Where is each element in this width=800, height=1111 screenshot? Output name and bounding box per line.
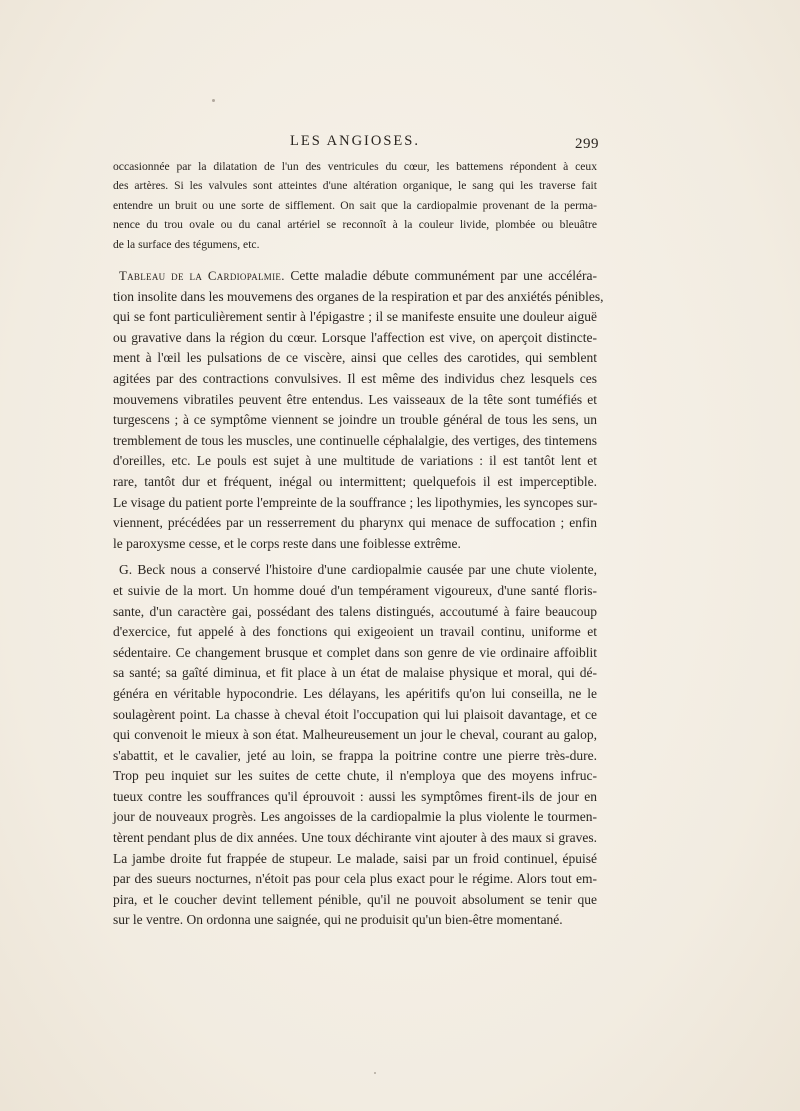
text-line: s'abattit, et le cavalier, jeté au loin, se frappa la poitrine contre une pierre très-dure. <box>113 747 597 763</box>
text-line: entendre un bruit ou une sorte de sifflement. On sait que la cardiopalmie provenant de la perma- <box>113 198 597 212</box>
text-line: tremblement de tous les muscles, une continuelle céphalalgie, des vertiges, des tintemens <box>113 432 597 448</box>
text-line: qui convenoit le mieux à son état. Malheureusement un jour le cheval, courant au galop, <box>113 727 597 743</box>
text-line: tueux contre les souffrances qu'il éprouvoit : aussi les symptômes firent-ils de jour en <box>113 788 597 804</box>
text-line: ou gravative dans la région du cœur. Lorsque l'affection est vive, on aperçoit distincte- <box>113 329 597 345</box>
paragraph-beck <box>113 560 597 931</box>
text-line: des artères. Si les valvules sont atteintes d'une altération organique, le sang qui les traverse fait <box>113 179 597 193</box>
text-line: viennent, précédées par un resserrement du pharynx qui menace de suffocation ; enfin <box>113 515 597 531</box>
text-line: le paroxysme cesse, et le corps reste dans une foiblesse extrême. <box>113 535 461 551</box>
text-line: La jambe droite fut frappée de stupeur. Le malade, saisi par un froid continuel, épuisé <box>113 850 597 866</box>
ink-speck <box>374 1072 376 1074</box>
text-line: tion insolite dans les mouvemens des organes de la respiration et par des anxiétés pénibles, <box>113 288 604 304</box>
text-line: sur le ventre. On ordonna une saignée, qui ne produisit qu'un bien-être momentané. <box>113 912 563 928</box>
text-line: occasionnée par la dilatation de l'un des ventricules du cœur, les battemens répondent à ceux <box>113 160 597 173</box>
text-line: sédentaire. Ce changement brusque et complet dans son genre de vie ordinaire affoiblit <box>113 644 597 660</box>
text-line: nence du trou ovale ou du canal artériel se reconnoît à la couleur livide, plombée ou bleuâtre <box>113 218 597 232</box>
text-line: de la surface des tégumens, etc. <box>113 237 260 251</box>
text-line: turgescens ; à ce symptôme viennent se joindre un trouble général de tous les sens, un <box>113 412 597 428</box>
text-line: rare, tantôt dur et fréquent, inégal ou intermittent; quelquefois il est imperceptible. <box>113 473 597 489</box>
text-line: sante, d'un caractère gai, possédant des talens distingués, accoutumé à faire beaucoup <box>113 603 597 619</box>
text-line: ment à l'œil les pulsations de ce viscère, ainsi que celles des carotides, qui semblent <box>113 350 597 366</box>
text-line-rest: Cette maladie débute communément par une accéléra- <box>284 268 597 284</box>
text-line: jour de nouveaux progrès. Les angoisses de la cardiopalmie la plus violente le tourmen- <box>113 809 597 825</box>
text-line: sa santé; sa gaîté diminua, et fit place à un état de malaise physique et moral, qui dé- <box>113 665 597 681</box>
text-line: agitées par des contractions convulsives. Il est même des individus chez lesquels ces <box>113 371 597 386</box>
text-line: soulagèrent point. La chasse à cheval étoit l'occupation qui lui plaisoit davantage, et ce <box>113 706 597 722</box>
text-line: d'oreilles, etc. Le pouls est sujet à une multitude de variations : il est tantôt lent et <box>113 453 597 469</box>
text-line <box>113 266 597 287</box>
section-heading: Tableau de la Cardiopalmie. <box>119 269 285 284</box>
page-header <box>113 133 597 155</box>
text-line: et suivie de la mort. Un homme doué d'un tempérament vigoureux, d'une santé floris- <box>113 582 597 598</box>
text-line: Le visage du patient porte l'empreinte de la souffrance ; les lipothymies, les syncopes sur- <box>113 494 598 510</box>
page-number: 299 <box>575 136 599 152</box>
text-line: pira, et le coucher devint tellement pénible, qu'il ne pouvoit absolument se tenir que <box>113 891 597 907</box>
paragraph-continuation <box>113 157 597 254</box>
text-line: généra en véritable hypocondrie. Les délayans, les apéritifs qu'on lui conseilla, ne le <box>113 685 597 701</box>
text-line: par des sueurs nocturnes, n'étoit pas pour cela plus exact pour le régime. Alors tout em- <box>113 871 597 887</box>
body-text <box>113 157 604 931</box>
text-line: d'exercice, fut appelé à des fonctions qui exigeoient un travail continu, uniforme et <box>113 624 597 640</box>
text-line: Trop peu inquiet sur les suites de cette chute, il n'employa que des moyens infruc- <box>113 768 597 784</box>
text-line: tèrent pendant plus de dix années. Une toux déchirante vint ajouter à des maux si graves. <box>113 830 597 846</box>
text-line: mouvemens vibratiles peuvent être entendus. Les vaisseaux de la tête sont tuméfiés et <box>113 391 597 407</box>
running-title: LES ANGIOSES. <box>290 133 420 149</box>
paragraph-tableau <box>113 266 604 554</box>
text-line: qui se font particulièrement sentir à l'épigastre ; il se manifeste ensuite une douleur aiguë <box>113 309 597 325</box>
ink-speck <box>212 99 215 102</box>
text-line: G. Beck nous a conservé l'histoire d'une cardiopalmie causée par une chute violente, <box>119 562 597 578</box>
